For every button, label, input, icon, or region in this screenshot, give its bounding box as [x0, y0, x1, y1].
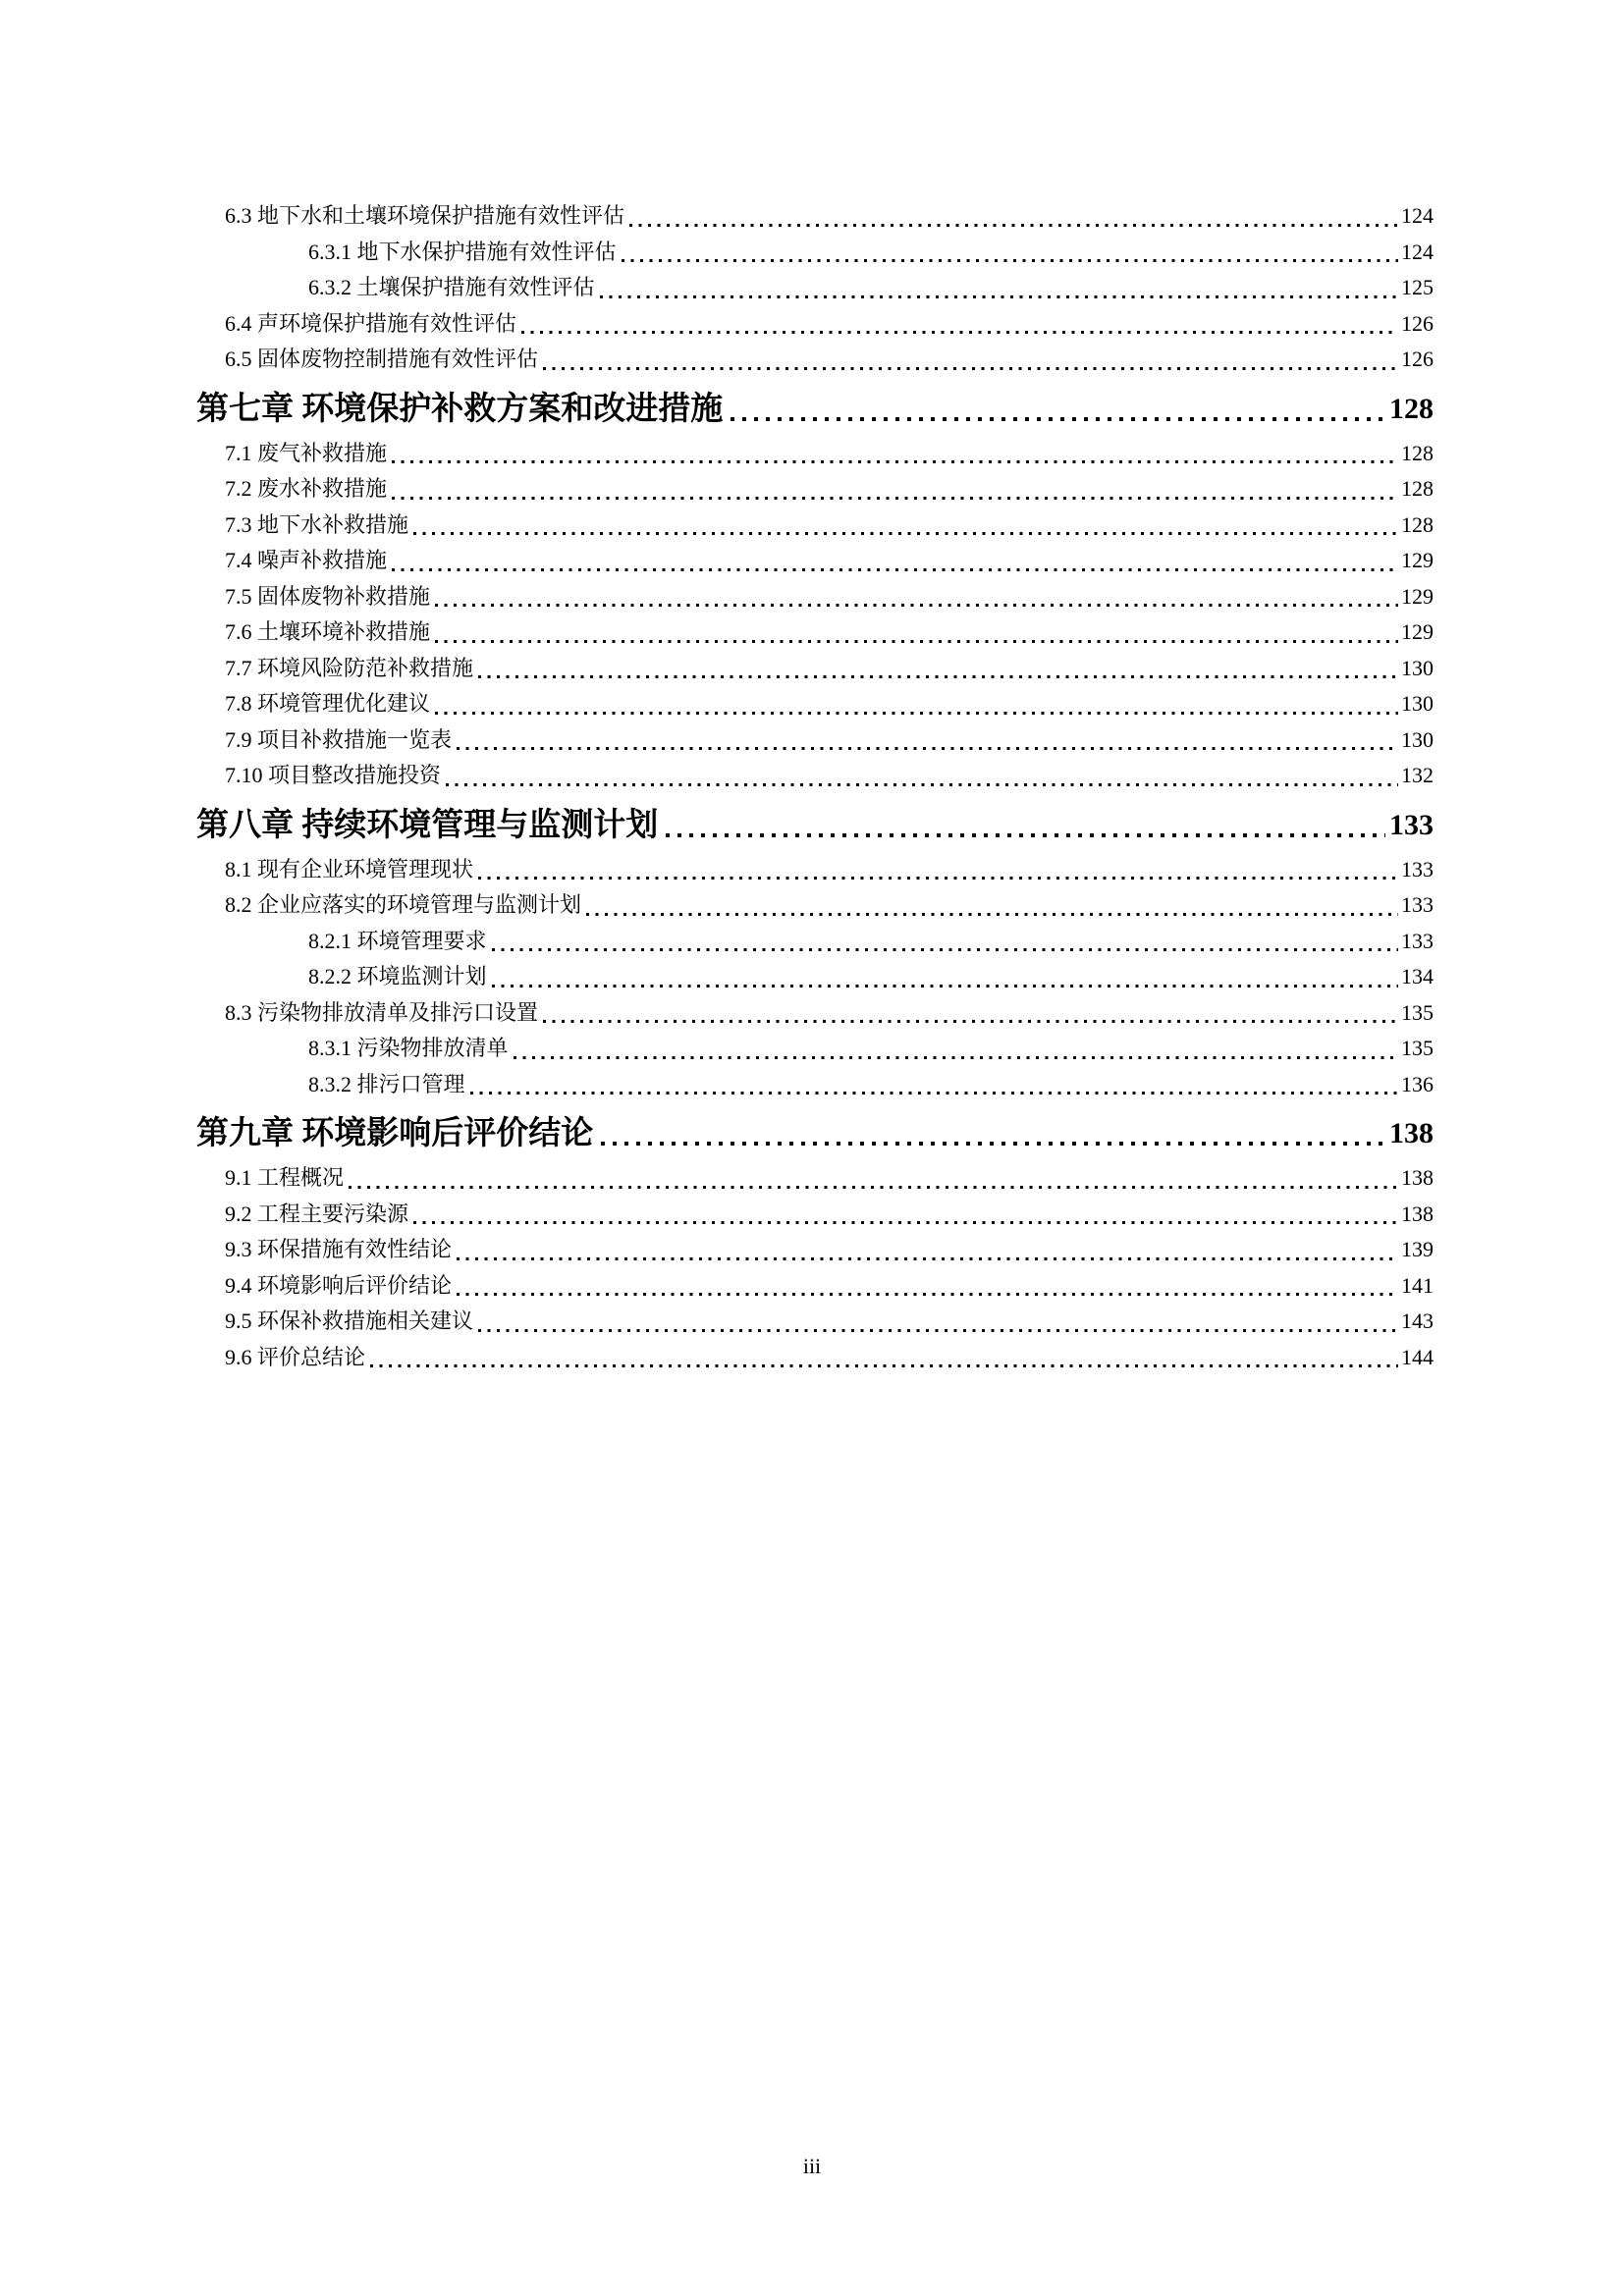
- toc-leader-dots: [731, 417, 1385, 421]
- toc-leader-dots: [457, 1257, 1398, 1260]
- toc-entry[interactable]: [196, 1031, 1434, 1067]
- toc-entry[interactable]: [196, 543, 1434, 579]
- toc-entry-label: 8.3.1 污染物排放清单: [308, 1036, 509, 1060]
- toc-entry-page: 128: [1401, 476, 1434, 501]
- toc-leader-dots: [478, 877, 1398, 880]
- toc-entry[interactable]: [196, 235, 1434, 271]
- toc-entry-label: 9.2 工程主要污染源: [225, 1201, 409, 1226]
- toc-entry-label: 9.4 环境影响后评价结论: [225, 1272, 453, 1298]
- toc-leader-dots: [457, 1293, 1398, 1296]
- toc-entry[interactable]: [196, 1197, 1434, 1233]
- toc-entry-label: 8.2 企业应落实的环境管理与监测计划: [225, 892, 582, 917]
- toc-entry[interactable]: [196, 887, 1434, 924]
- toc-entry-label: 7.8 环境管理优化建议: [225, 691, 431, 716]
- toc-entry-label: 7.2 废水补救措施: [225, 476, 388, 501]
- toc-leader-dots: [543, 367, 1398, 370]
- toc-entry[interactable]: [196, 614, 1434, 651]
- toc-entry[interactable]: [196, 1160, 1434, 1197]
- toc-entry-page: 135: [1401, 999, 1434, 1025]
- toc-entry-label: 7.7 环境风险防范补救措施: [225, 655, 474, 680]
- toc-entry-page: 130: [1401, 726, 1434, 752]
- toc-leader-dots: [349, 1186, 1398, 1189]
- toc-entry-page: 132: [1401, 763, 1434, 787]
- toc-entry-label: 7.6 土壤环境补救措施: [225, 619, 431, 644]
- toc-entry-page: 133: [1401, 892, 1434, 917]
- toc-entry-label: 8.2.2 环境监测计划: [308, 964, 487, 988]
- toc-entry[interactable]: [196, 1112, 1434, 1155]
- toc-leader-dots: [514, 1056, 1398, 1059]
- toc-entry-page: 136: [1401, 1071, 1434, 1096]
- footer-page-number: iii: [802, 2154, 822, 2178]
- toc-entry-label: 9.6 评价总结论: [225, 1344, 366, 1369]
- toc-entry-label: 9.1 工程概况: [225, 1165, 345, 1190]
- toc-entry-page: 128: [1401, 511, 1434, 537]
- toc-entry-page: 124: [1401, 239, 1434, 264]
- toc-leader-dots: [478, 675, 1398, 678]
- toc-leader-dots: [435, 604, 1398, 607]
- toc-entry-page: 125: [1401, 275, 1434, 299]
- toc-entry-page: 129: [1401, 548, 1434, 572]
- toc-entry-page: 143: [1401, 1308, 1434, 1333]
- toc-entry[interactable]: [196, 924, 1434, 960]
- toc-entry-label: 9.3 环保措施有效性结论: [225, 1237, 453, 1261]
- toc-entry-label: 7.10 项目整改措施投资: [225, 763, 442, 787]
- toc-leader-dots: [622, 259, 1398, 262]
- toc-entry[interactable]: [196, 198, 1434, 235]
- toc-entry[interactable]: [196, 1340, 1434, 1376]
- toc-entry-label: 第七章 环境保护补救方案和改进措施: [196, 391, 724, 427]
- toc-entry[interactable]: [196, 342, 1434, 378]
- toc-leader-dots: [470, 1092, 1398, 1095]
- toc-leader-dots: [492, 985, 1398, 988]
- toc-leader-dots: [521, 331, 1398, 334]
- toc-entry[interactable]: [196, 804, 1434, 847]
- toc-entry[interactable]: [196, 270, 1434, 306]
- toc-entry[interactable]: [196, 758, 1434, 794]
- toc-entry[interactable]: [196, 1268, 1434, 1305]
- toc-entry-page: 130: [1401, 655, 1434, 680]
- toc-entry-page: 130: [1401, 691, 1434, 716]
- toc-entry-label: 6.3 地下水和土壤环境保护措施有效性评估: [225, 203, 625, 228]
- toc-leader-dots: [601, 1142, 1385, 1146]
- toc-entry[interactable]: [196, 686, 1434, 722]
- toc-entry[interactable]: [196, 471, 1434, 507]
- toc-entry-page: 138: [1389, 1117, 1434, 1149]
- toc-entry-label: 6.3.2 土壤保护措施有效性评估: [308, 275, 595, 299]
- toc-entry-label: 7.1 废气补救措施: [225, 440, 388, 465]
- toc-entry[interactable]: [196, 388, 1434, 431]
- toc-entry-page: 134: [1401, 964, 1434, 988]
- toc-entry[interactable]: [196, 995, 1434, 1032]
- toc-entry-page: 124: [1401, 203, 1434, 228]
- toc-entry-page: 133: [1401, 928, 1434, 953]
- toc-entry-label: 第八章 持续环境管理与监测计划: [196, 807, 659, 843]
- toc-entry-page: 126: [1401, 347, 1434, 371]
- toc-entry-page: 126: [1401, 310, 1434, 336]
- toc-entry[interactable]: [196, 579, 1434, 615]
- toc-leader-dots: [543, 1020, 1398, 1023]
- toc-entry-label: 9.5 环保补救措施相关建议: [225, 1308, 474, 1333]
- toc-leader-dots: [666, 833, 1385, 837]
- toc-leader-dots: [492, 948, 1398, 951]
- toc-entry[interactable]: [196, 306, 1434, 343]
- toc-leader-dots: [457, 747, 1398, 750]
- toc-leader-dots: [392, 497, 1398, 500]
- toc-entry-page: 128: [1389, 392, 1434, 425]
- toc-entry[interactable]: [196, 1304, 1434, 1340]
- toc-leader-dots: [435, 712, 1398, 715]
- toc-entry[interactable]: [196, 959, 1434, 995]
- toc-entry-label: 8.3.2 排污口管理: [308, 1071, 465, 1096]
- toc-entry-page: 133: [1401, 856, 1434, 881]
- toc-entry[interactable]: [196, 436, 1434, 472]
- toc-entry-page: 139: [1401, 1237, 1434, 1261]
- toc-entry-page: 138: [1401, 1165, 1434, 1190]
- toc-entry-page: 141: [1401, 1272, 1434, 1298]
- toc-leader-dots: [413, 1221, 1398, 1224]
- toc-leader-dots: [392, 568, 1398, 571]
- toc-leader-dots: [446, 783, 1398, 786]
- toc-entry[interactable]: [196, 852, 1434, 888]
- toc-entry-label: 第九章 环境影响后评价结论: [196, 1116, 594, 1151]
- toc-entry[interactable]: [196, 722, 1434, 759]
- toc-entry-label: 8.2.1 环境管理要求: [308, 928, 487, 953]
- toc-entry-label: 8.1 现有企业环境管理现状: [225, 856, 474, 881]
- toc-entry-page: 129: [1401, 583, 1434, 609]
- toc-entry-label: 7.3 地下水补救措施: [225, 511, 409, 537]
- toc-entry-page: 133: [1389, 808, 1434, 841]
- toc-entry-label: 7.5 固体废物补救措施: [225, 583, 431, 609]
- toc-leader-dots: [370, 1364, 1398, 1367]
- toc-entry-label: 7.9 项目补救措施一览表: [225, 726, 453, 752]
- toc-entry[interactable]: [196, 1067, 1434, 1103]
- toc-entry[interactable]: [196, 507, 1434, 544]
- toc-entry-page: 138: [1401, 1201, 1434, 1226]
- toc-entry-page: 135: [1401, 1036, 1434, 1060]
- toc-entry[interactable]: [196, 651, 1434, 687]
- toc-entry-page: 144: [1401, 1344, 1434, 1369]
- toc-entry[interactable]: [196, 1232, 1434, 1268]
- toc-leader-dots: [478, 1329, 1398, 1332]
- toc-leader-dots: [413, 532, 1398, 535]
- toc: [196, 198, 1434, 1375]
- toc-entry-page: 128: [1401, 440, 1434, 465]
- toc-entry-page: 129: [1401, 619, 1434, 644]
- toc-leader-dots: [629, 224, 1398, 227]
- toc-leader-dots: [600, 295, 1398, 298]
- toc-entry-label: 7.4 噪声补救措施: [225, 548, 388, 572]
- toc-entry-label: 6.4 声环境保护措施有效性评估: [225, 310, 517, 336]
- toc-leader-dots: [586, 913, 1398, 916]
- toc-leader-dots: [435, 640, 1398, 643]
- toc-entry-label: 6.5 固体废物控制措施有效性评估: [225, 347, 539, 371]
- toc-leader-dots: [392, 460, 1398, 463]
- toc-entry-label: 6.3.1 地下水保护措施有效性评估: [308, 239, 617, 264]
- toc-entry-label: 8.3 污染物排放清单及排污口设置: [225, 999, 539, 1025]
